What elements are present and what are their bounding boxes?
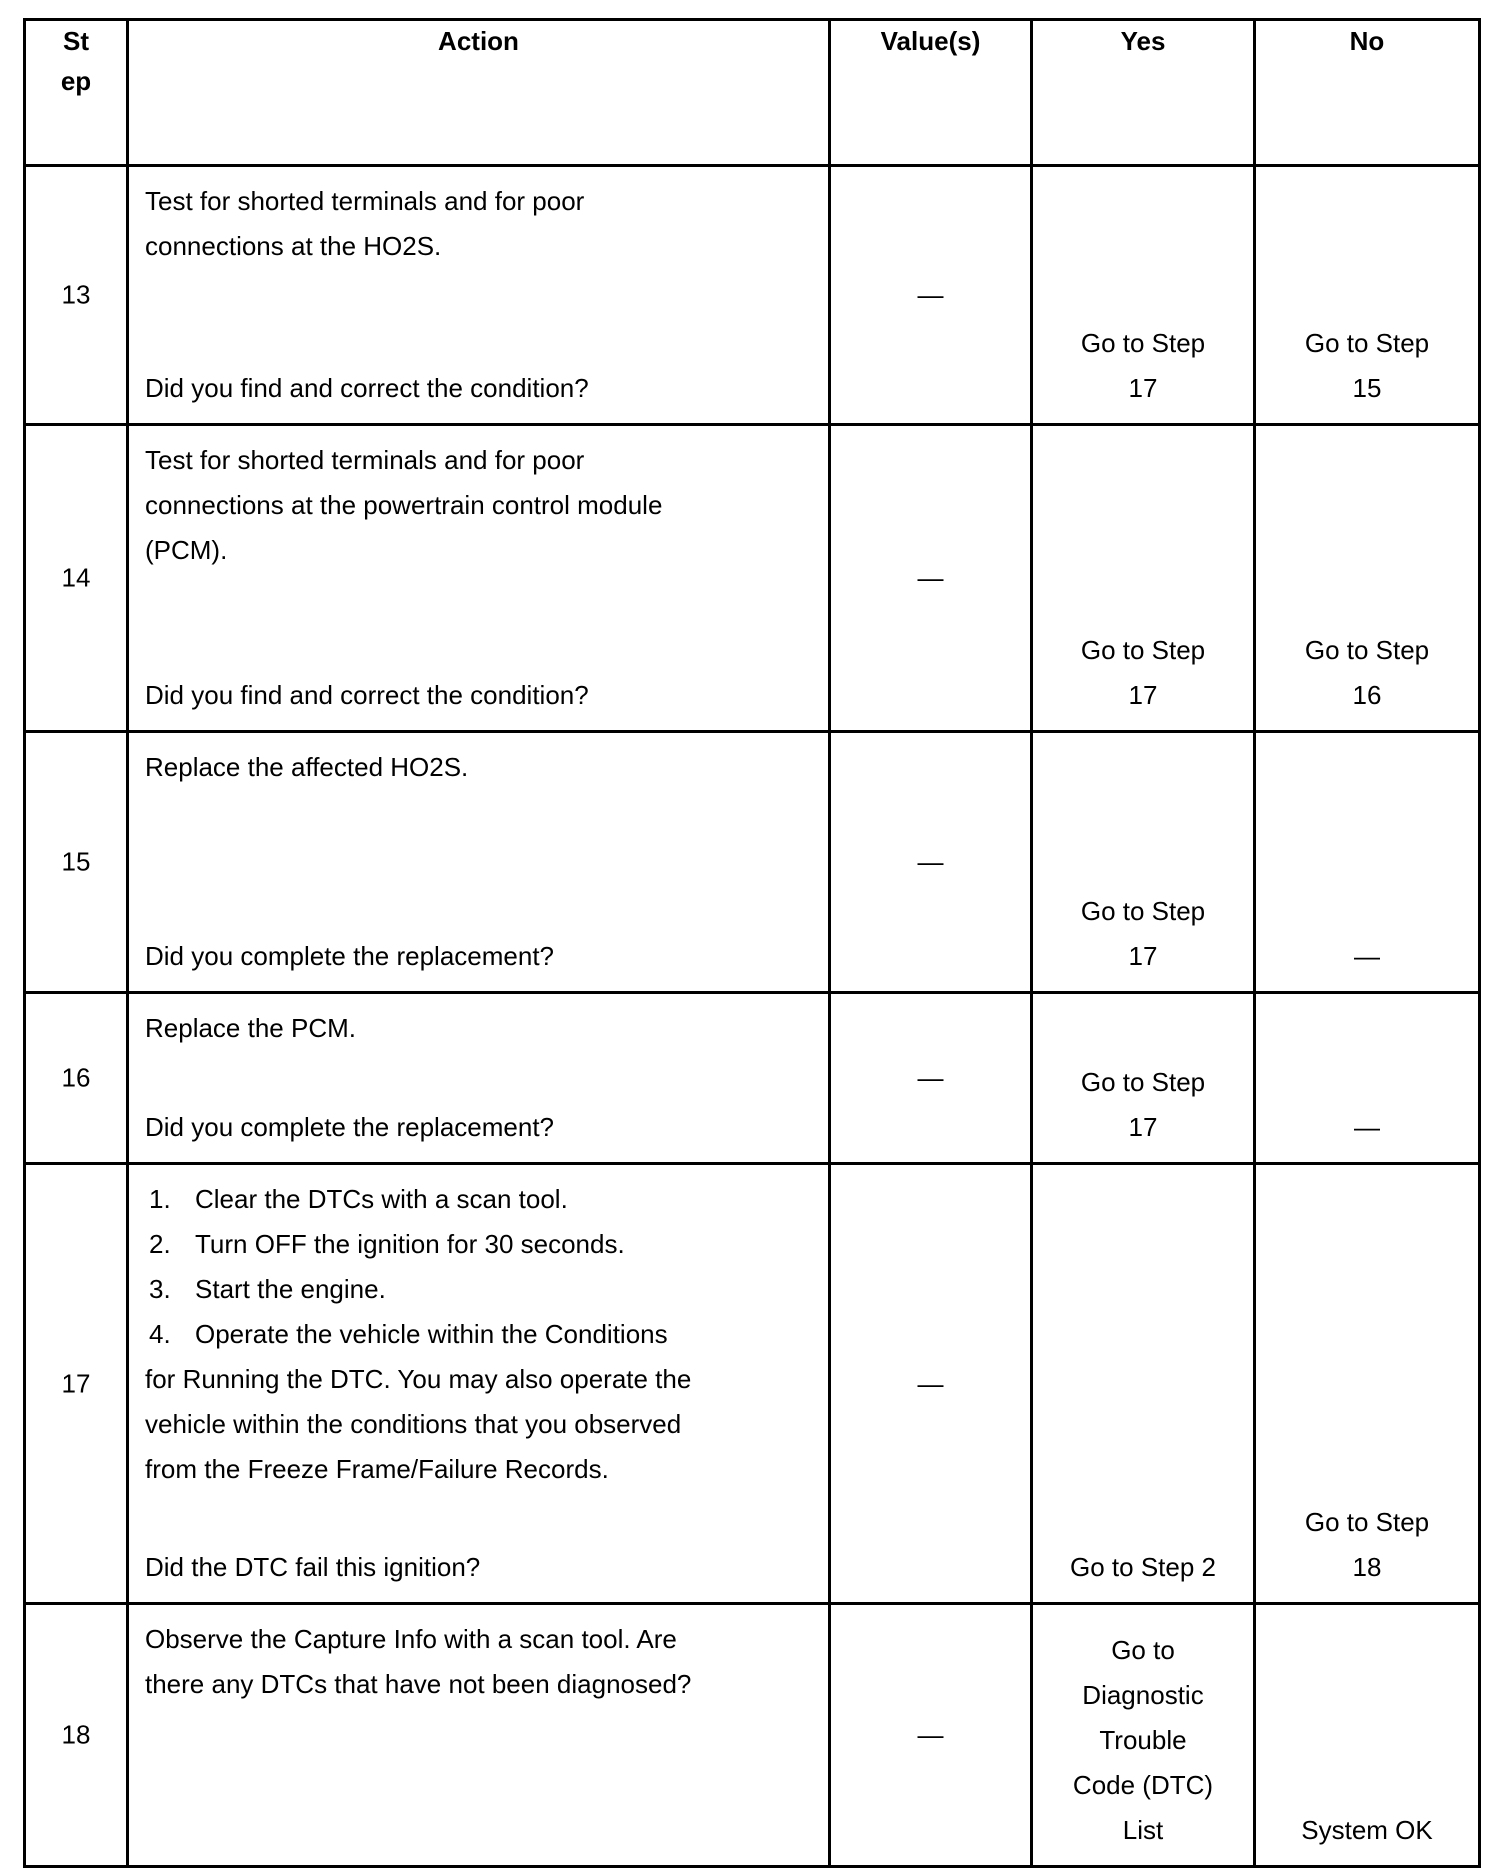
- yes-cell: [1032, 1604, 1255, 1867]
- action-cell: [128, 1604, 830, 1867]
- action-cell: [128, 1164, 830, 1604]
- no-cell: [1255, 166, 1480, 425]
- action-list-item: [145, 1312, 812, 1357]
- action-text-line: Replace the affected HO2S.: [145, 752, 469, 782]
- yes-text-line: Go to Step: [1080, 328, 1206, 358]
- list-item-number: 2.: [149, 1229, 171, 1259]
- step-cell: [25, 993, 128, 1164]
- value-text: —: [917, 562, 944, 593]
- value-text: —: [917, 1368, 944, 1398]
- header-action: Action: [128, 20, 830, 166]
- step-cell: [25, 166, 128, 425]
- yes-text-line: 17: [1128, 1112, 1158, 1142]
- action-cell: [128, 993, 830, 1164]
- list-item-number: 4.: [149, 1319, 171, 1349]
- action-text-line: (PCM).: [145, 535, 228, 565]
- action-text-line: for Running the DTC. You may also operate the: [145, 1364, 692, 1394]
- action-question: Did the DTC fail this ignition?: [145, 1552, 481, 1582]
- action-cell: [128, 732, 830, 993]
- action-text-line: Observe the Capture Info with a scan tool. Are: [145, 1624, 677, 1654]
- value-cell: [830, 993, 1032, 1164]
- no-text-line: —: [1354, 941, 1380, 971]
- value-cell: [830, 166, 1032, 425]
- value-cell: [830, 732, 1032, 993]
- action-text-line: connections at the powertrain control module: [145, 490, 663, 520]
- action-text-line: vehicle within the conditions that you observed: [145, 1409, 682, 1439]
- yes-text-line: Go to Step: [1080, 635, 1206, 665]
- action-text-line: Test for shorted terminals and for poor: [145, 445, 585, 475]
- yes-cell: [1032, 1164, 1255, 1604]
- table-row: [25, 1604, 1480, 1867]
- list-item-text: Operate the vehicle within the Conditions: [195, 1319, 668, 1349]
- step-number: 17: [61, 1368, 91, 1398]
- list-item-number: 3.: [149, 1274, 171, 1304]
- value-text: —: [917, 846, 944, 877]
- header-values: Value(s): [830, 20, 1032, 166]
- action-text-line: from the Freeze Frame/Failure Records.: [145, 1454, 609, 1484]
- action-list-item: [145, 1222, 812, 1267]
- step-cell: [25, 425, 128, 732]
- yes-text-line: Go to Step 2: [1070, 1552, 1216, 1582]
- no-text-line: 16: [1352, 680, 1382, 710]
- yes-text-line: List: [1122, 1815, 1164, 1845]
- action-question: Did you complete the replacement?: [145, 941, 555, 971]
- action-question: Did you complete the replacement?: [145, 1112, 555, 1142]
- value-text: —: [917, 1062, 944, 1093]
- no-text-line: Go to Step: [1304, 635, 1430, 665]
- action-text-line: Replace the PCM.: [145, 1013, 356, 1043]
- action-text-line: connections at the HO2S.: [145, 231, 442, 261]
- action-question: Did you find and correct the condition?: [145, 680, 589, 710]
- no-text-line: System OK: [1301, 1815, 1433, 1845]
- yes-text-line: Code (DTC): [1072, 1770, 1214, 1800]
- step-cell: [25, 1604, 128, 1867]
- header-no: No: [1255, 20, 1480, 166]
- step-number: 13: [61, 279, 91, 310]
- action-question: Did you find and correct the condition?: [145, 373, 589, 403]
- header-step: [25, 20, 128, 166]
- list-item-text: Turn OFF the ignition for 30 seconds.: [195, 1229, 625, 1259]
- action-list-item: [145, 1267, 812, 1312]
- table-row: [25, 425, 1480, 732]
- no-cell: [1255, 1164, 1480, 1604]
- no-text-line: —: [1354, 1112, 1380, 1142]
- table-row: [25, 166, 1480, 425]
- no-text-line: 18: [1352, 1552, 1382, 1582]
- step-number: 14: [61, 562, 91, 593]
- yes-text-line: 17: [1128, 941, 1158, 971]
- table-row: [25, 732, 1480, 993]
- action-text-line: Test for shorted terminals and for poor: [145, 186, 585, 216]
- action-list-item: [145, 1177, 812, 1222]
- yes-cell: [1032, 425, 1255, 732]
- yes-text-line: 17: [1128, 680, 1158, 710]
- no-text-line: Go to Step: [1304, 328, 1430, 358]
- diagnostic-table: [23, 18, 1481, 1868]
- list-item-number: 1.: [149, 1184, 171, 1214]
- no-cell: [1255, 425, 1480, 732]
- value-text: —: [917, 279, 944, 310]
- step-number: 18: [61, 1719, 91, 1750]
- step-number: 15: [61, 846, 91, 877]
- yes-text-line: Go to Step: [1080, 896, 1206, 926]
- no-text-line: 15: [1352, 373, 1382, 403]
- yes-text-line: Go to: [1111, 1635, 1175, 1665]
- yes-cell: [1032, 732, 1255, 993]
- no-cell: [1255, 732, 1480, 993]
- yes-text-line: Diagnostic: [1082, 1680, 1204, 1710]
- table-row: [25, 993, 1480, 1164]
- header-yes: Yes: [1032, 20, 1255, 166]
- yes-cell: [1032, 166, 1255, 425]
- value-cell: [830, 1164, 1032, 1604]
- yes-cell: [1032, 993, 1255, 1164]
- action-cell: [128, 425, 830, 732]
- list-item-text: Clear the DTCs with a scan tool.: [195, 1184, 568, 1214]
- yes-text-line: Trouble: [1099, 1725, 1187, 1755]
- step-cell: [25, 732, 128, 993]
- action-text-line: there any DTCs that have not been diagnosed?: [145, 1669, 692, 1699]
- header-step-line2: ep: [60, 66, 92, 96]
- yes-text-line: 17: [1128, 373, 1158, 403]
- yes-text-line: Go to Step: [1080, 1067, 1206, 1097]
- value-cell: [830, 425, 1032, 732]
- table-row: [25, 1164, 1480, 1604]
- step-cell: [25, 1164, 128, 1604]
- value-cell: [830, 1604, 1032, 1867]
- value-text: —: [917, 1719, 944, 1750]
- no-cell: [1255, 1604, 1480, 1867]
- header-step-line1: St: [63, 26, 89, 56]
- no-text-line: Go to Step: [1304, 1507, 1430, 1537]
- no-cell: [1255, 993, 1480, 1164]
- step-number: 16: [61, 1062, 91, 1093]
- list-item-text: Start the engine.: [195, 1274, 386, 1304]
- action-cell: [128, 166, 830, 425]
